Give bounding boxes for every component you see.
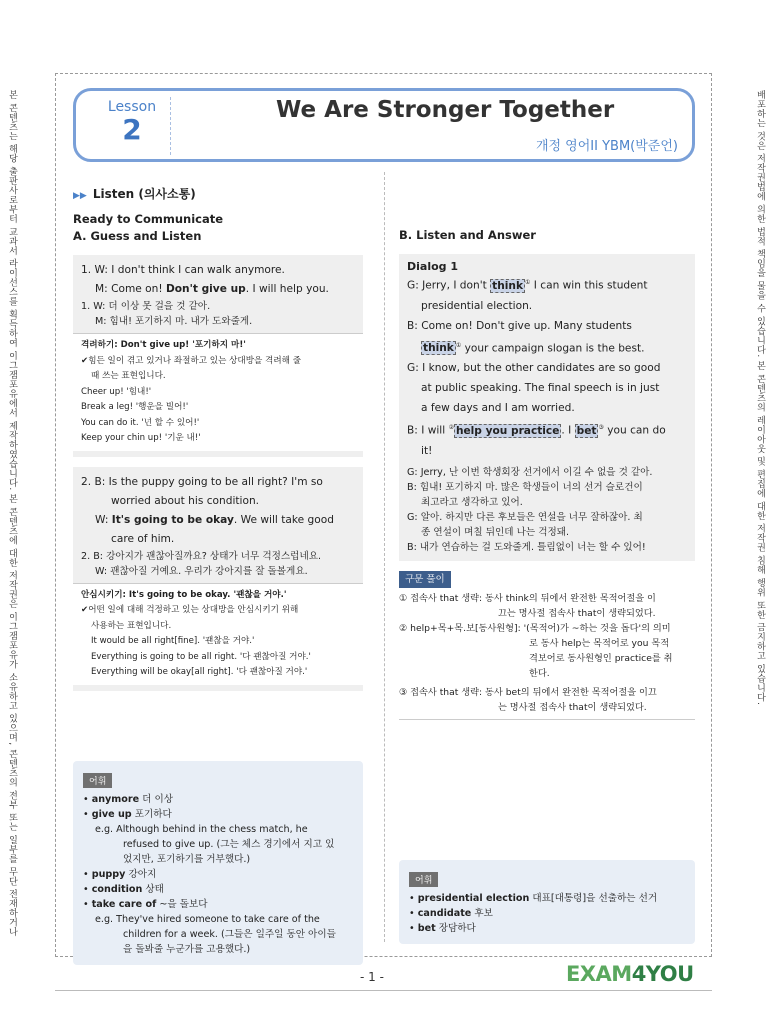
- vocab-list: [83, 792, 353, 957]
- ready-heading: Ready to Communicate: [73, 212, 224, 226]
- grammar-line: ③ 접속사 that 생략: 동사 bet의 뒤에서 완전한 목적어절을 이끄: [399, 686, 657, 698]
- dialog-ko-line: B: 내가 연습하는 걸 도와줄게. 틀림없이 너는 할 수 있어!: [407, 541, 646, 553]
- dialog-1-box: [399, 254, 695, 561]
- dialog-box-2: [73, 467, 363, 691]
- vocab-item: • puppy 강아지: [83, 868, 157, 880]
- grammar-line: 끄는 명사절 접속사 that이 생략되었다.: [498, 607, 656, 619]
- item2-ko-1: 2. B: 강아지가 괜찮아질까요? 상태가 너무 걱정스럽네요.: [81, 550, 322, 562]
- note1-line: You can do it. '넌 할 수 있어!': [81, 417, 200, 428]
- dialog-line: G: I know, but the other candidates are so good: [407, 362, 661, 375]
- textbook-subtitle: 개정 영어II YBM(박준언): [535, 139, 678, 154]
- grammar-line: 로 동사 help는 목적어로 you 목적: [529, 637, 670, 649]
- dialog-line: B: I will ② help you practice . I bet ③ you can do: [407, 424, 666, 437]
- listen-answer-heading: B. Listen and Answer: [399, 228, 536, 242]
- note1-line: 때 쓰는 표현입니다.: [91, 371, 166, 381]
- vocab-tag: 어휘: [409, 872, 438, 887]
- note2-line: It would be all right[fine]. '괜찮을 거야.': [91, 636, 255, 646]
- note1-line: Break a leg! '행운을 빌어!': [81, 402, 189, 412]
- note2-line: ✔어떤 일에 대해 걱정하고 있는 상대방을 안심시키기 위해: [81, 605, 299, 615]
- right-margin-copyright: 배포하는 것은 저작권법에 의한 법적 책임을 물을 수 있습니다. 본 콘텐츠의 레이아웃 및 편집에 대한 저작권 침해 행위 또한 금지하고 있습니다.: [755, 90, 765, 706]
- left-column: [73, 185, 363, 965]
- vocab-item: • presidential election 대표[대통령]을 선출하는 선거: [409, 892, 658, 904]
- vocab-example: e.g. Although behind in the chess match, he: [95, 823, 308, 835]
- item1-w-line: 1. W: I don't think I can walk anymore.: [81, 264, 285, 276]
- dialog-ko-line: G: Jerry, 난 이번 학생회장 선거에서 이길 수 없을 것 같아.: [407, 466, 653, 478]
- encourage-note: [73, 333, 363, 451]
- column-divider: [384, 172, 385, 942]
- vocab-example: refused to give up. (그는 체스 경기에서 지고 있: [123, 838, 335, 850]
- grammar-line: 한다.: [529, 667, 550, 679]
- listen-section-heading: ▶▶ Listen (의사소통): [73, 187, 196, 201]
- note2-line: Everything is going to be all right. '다 괜찮아질 거야.': [91, 651, 311, 662]
- vocab-list: [409, 891, 685, 936]
- vocab-example: 었지만, 포기하기를 거부했다.): [123, 853, 251, 865]
- lesson-header: [73, 88, 695, 162]
- dialog-line: presidential election.: [421, 299, 533, 312]
- vocab-example: children for a week. (그들은 일주일 동안 아이들: [123, 928, 336, 940]
- grammar-line: ② help+목+목.보[동사원형]: '(목적어)가 ~하는 것을 돕다'의 의미: [399, 622, 671, 634]
- dialog-line: G: Jerry, I don't think ① I can win this student: [407, 279, 648, 292]
- dialog-ko-line: G: 알아. 하지만 다른 후보들은 연설을 너무 잘하잖아. 최: [407, 511, 643, 523]
- dialog-ko-line: 종 연설이 며칠 뒤인데 나는 걱정돼.: [421, 526, 570, 538]
- vocab-item: • bet 장담하다: [409, 922, 476, 934]
- vocab-item: • give up 포기하다: [83, 808, 172, 820]
- lesson-badge: [94, 97, 171, 155]
- left-margin-copyright: 본 콘텐츠는 해당 출판사로부터 교과서 라이선스를 획득하여 이그잼포유에서 제작하였습니다. 본 콘텐츠에 대한 저작권은 이그잼포유가 소유하고 있으며, 콘텐츠의 전부 또는 일부를 무단 전재하거나: [7, 90, 17, 937]
- grammar-box: [399, 571, 695, 720]
- item2-w-line: care of him.: [111, 532, 175, 545]
- double-arrow-icon: ▶▶: [73, 191, 87, 201]
- note1-line: Cheer up! '힘내!': [81, 386, 152, 397]
- grammar-line: 격보어로 동사원형인 practice를 취: [529, 652, 673, 664]
- note2-line: 사용하는 표현입니다.: [91, 620, 172, 631]
- page-number: - 1 -: [360, 970, 384, 984]
- item2-b-line: worried about his condition.: [111, 494, 260, 507]
- vocab-box-right: [399, 860, 695, 944]
- reassure-note: [73, 583, 363, 685]
- vocab-item: • condition 상태: [83, 883, 164, 895]
- dialog-line: B: Come on! Don't give up. Many students: [407, 319, 632, 332]
- right-column: [399, 222, 695, 944]
- exam4you-logo: EXAM4YOU: [566, 962, 694, 986]
- grammar-line: ① 접속사 that 생략: 동사 think의 뒤에서 완전한 목적어절을 이: [399, 592, 656, 604]
- guess-heading: A. Guess and Listen: [73, 229, 202, 243]
- lesson-number: 2: [122, 113, 142, 146]
- footer-rule: [55, 990, 712, 991]
- item1-m-line: M: Come on! Don't give up. I will help you.: [95, 283, 329, 295]
- dialog-line: at public speaking. The final speech is in just: [421, 382, 660, 395]
- vocab-tag: 어휘: [83, 773, 112, 788]
- vocab-example: 을 돌봐줄 누군가를 고용했다.): [123, 943, 251, 955]
- note2-title: 안심시키기: It's going to be okay. '괜찮을 거야.': [81, 589, 287, 600]
- note1-line: ✔힘든 일이 겪고 있거나 좌절하고 있는 상대방을 격려해 줄: [81, 355, 301, 366]
- lesson-title: We Are Stronger Together: [276, 97, 615, 123]
- item2-b-line: 2. B: Is the puppy going to be all right? I'm so: [81, 475, 323, 488]
- dialog-ko-line: 최고라고 생각하고 있어.: [421, 496, 523, 508]
- grammar-tag: 구문 풀이: [399, 571, 451, 588]
- note1-title: 격려하기: Don't give up! '포기하지 마!': [81, 340, 246, 350]
- vocab-box-left: [73, 761, 363, 965]
- dialog-line: think ① your campaign slogan is the best.: [423, 341, 645, 355]
- vocab-example: e.g. They've hired someone to take care of the: [95, 913, 320, 925]
- dialog-line: a few days and I am worried.: [421, 402, 575, 415]
- item2-ko-2: W: 괜찮아질 거예요. 우리가 강아지를 잘 돌볼게요.: [95, 565, 308, 577]
- vocab-item: • candidate 후보: [409, 907, 493, 919]
- item2-w-line: W: It's going to be okay. We will take good: [95, 513, 334, 526]
- dialog-title: Dialog 1: [407, 260, 459, 273]
- note1-line: Keep your chin up! '기운 내!': [81, 433, 201, 443]
- item1-ko-2: M: 힘내! 포기하지 마. 내가 도와줄게.: [95, 316, 253, 327]
- vocab-item: • anymore 더 이상: [83, 793, 174, 805]
- vocab-item: • take care of ~을 돌보다: [83, 898, 208, 910]
- item1-ko-1: 1. W: 더 이상 못 걸을 것 같아.: [81, 301, 211, 312]
- dialog-ko-line: B: 힘내! 포기하지 마. 많은 학생들이 너의 선거 슬로건이: [407, 481, 643, 493]
- lesson-label: Lesson: [107, 99, 157, 115]
- note2-line: Everything will be okay[all right]. '다 괜찮아질 거야.': [91, 667, 308, 677]
- grammar-line: 는 명사절 접속사 that이 생략되었다.: [498, 701, 647, 713]
- dialog-box-1: [73, 255, 363, 457]
- dialog-line: it!: [421, 444, 433, 457]
